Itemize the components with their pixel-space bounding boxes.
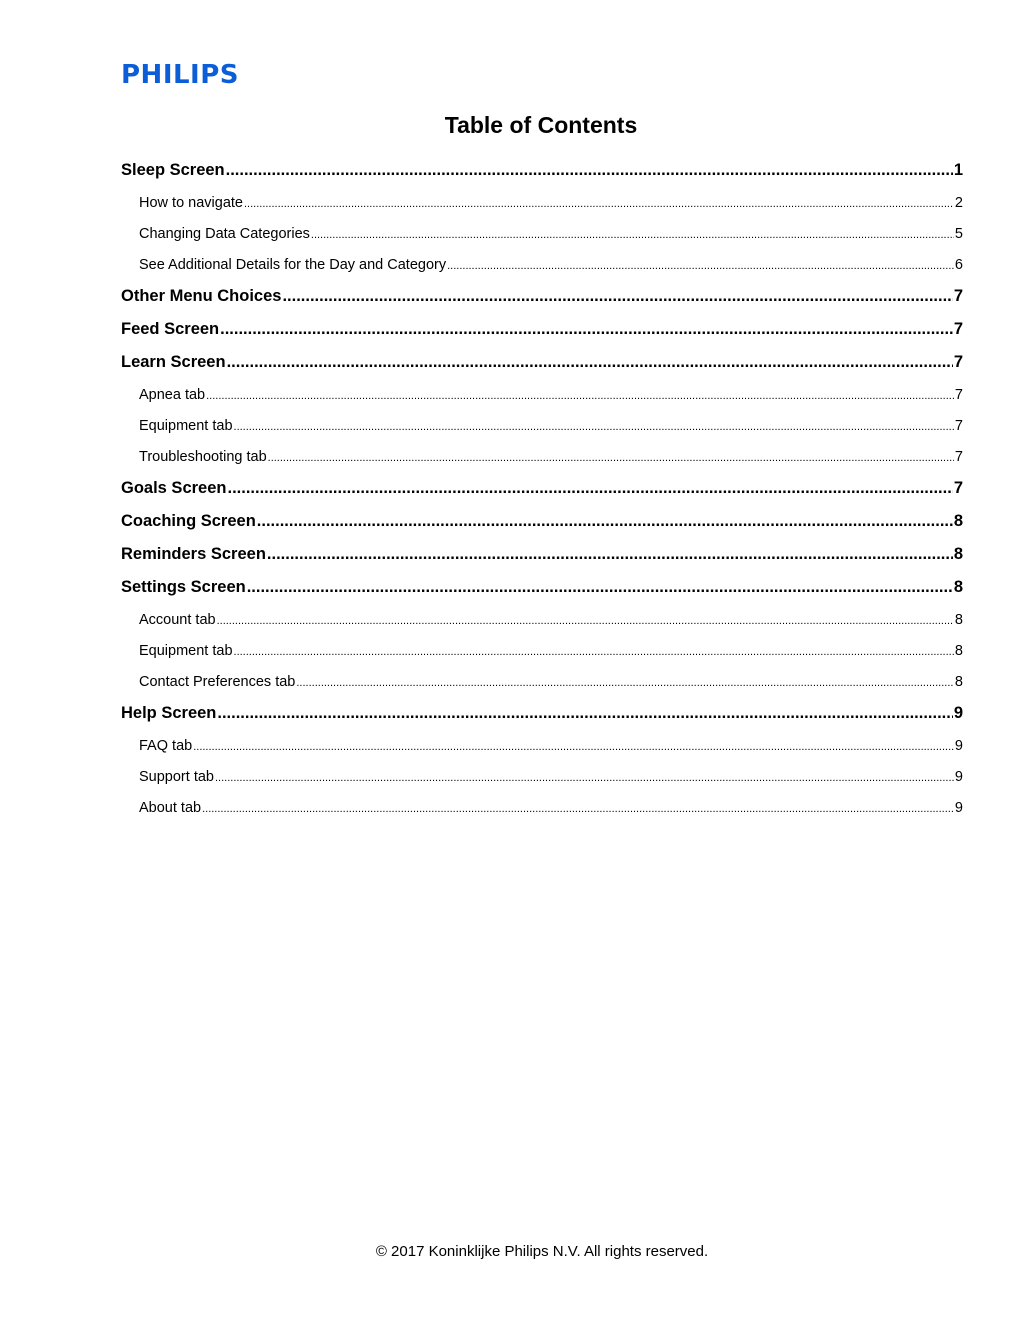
toc-page-number: 8 [953, 578, 963, 596]
toc-dot-leader [217, 698, 952, 728]
toc-page-number: 9 [954, 769, 963, 785]
toc-entry-label: Help Screen [121, 704, 217, 722]
copyright-footer: © 2017 Koninklijke Philips N.V. All rights reserved. [375, 1243, 709, 1260]
toc-dot-leader [206, 381, 954, 411]
toc-page-number: 8 [954, 674, 963, 690]
toc-entry-about-tab[interactable] [121, 793, 963, 824]
toc-dot-leader [215, 763, 954, 793]
toc-page-number: 9 [953, 704, 963, 722]
toc-dot-leader [257, 506, 953, 536]
toc-dot-leader [226, 155, 953, 185]
toc-entry-additional-details[interactable] [121, 250, 963, 281]
toc-dot-leader [234, 412, 954, 442]
toc-entry-label: FAQ tab [139, 738, 193, 754]
toc-entry-coaching-screen[interactable] [121, 506, 963, 539]
toc-entry-contact-preferences-tab[interactable] [121, 667, 963, 698]
toc-entry-troubleshooting-tab[interactable] [121, 442, 963, 473]
toc-dot-leader [220, 314, 953, 344]
toc-entry-account-tab[interactable] [121, 605, 963, 636]
toc-entry-label: Equipment tab [139, 418, 233, 434]
toc-dot-leader [217, 606, 954, 636]
toc-entry-label: Feed Screen [121, 320, 220, 338]
toc-dot-leader [311, 220, 954, 250]
toc-page-number: 9 [954, 800, 963, 816]
toc-entry-changing-data-categories[interactable] [121, 219, 963, 250]
toc-entry-other-menu-choices[interactable] [121, 281, 963, 314]
toc-entry-how-to-navigate[interactable] [121, 188, 963, 219]
toc-entry-label: About tab [139, 800, 202, 816]
toc-page-number: 7 [953, 353, 963, 371]
toc-page-number: 2 [954, 195, 963, 211]
toc-entry-label: Goals Screen [121, 479, 227, 497]
toc-entry-settings-screen[interactable] [121, 572, 963, 605]
toc-dot-leader [447, 251, 954, 281]
toc-page-number: 9 [954, 738, 963, 754]
toc-page-number: 5 [954, 226, 963, 242]
toc-page-number: 8 [953, 512, 963, 530]
toc-entry-label: Settings Screen [121, 578, 246, 596]
toc-entry-label: Learn Screen [121, 353, 226, 371]
toc-page-number: 7 [954, 387, 963, 403]
toc-entry-feed-screen[interactable] [121, 314, 963, 347]
toc-entry-reminders-screen[interactable] [121, 539, 963, 572]
toc-entry-apnea-tab[interactable] [121, 380, 963, 411]
toc-dot-leader [267, 539, 953, 569]
toc-page-number: 7 [953, 320, 963, 338]
toc-entry-label: Reminders Screen [121, 545, 266, 563]
toc-dot-leader [202, 794, 954, 824]
table-of-contents [121, 155, 963, 824]
philips-logo: PHILIPS [121, 60, 240, 90]
toc-dot-leader [227, 347, 953, 377]
toc-entry-label: Support tab [139, 769, 214, 785]
toc-entry-label: Changing Data Categories [139, 226, 310, 242]
toc-page-number: 1 [953, 161, 963, 179]
toc-page-number: 6 [954, 257, 963, 273]
toc-page-number: 8 [954, 612, 963, 628]
toc-dot-leader [244, 189, 954, 219]
toc-entry-settings-equipment-tab[interactable] [121, 636, 963, 667]
toc-dot-leader [227, 473, 952, 503]
toc-entry-learn-equipment-tab[interactable] [121, 411, 963, 442]
toc-dot-leader [247, 572, 953, 602]
toc-page-number: 8 [953, 545, 963, 563]
toc-entry-label: See Additional Details for the Day and Category [139, 257, 447, 273]
toc-entry-label: Account tab [139, 612, 216, 628]
toc-entry-label: Contact Preferences tab [139, 674, 296, 690]
toc-entry-label: Sleep Screen [121, 161, 225, 179]
toc-entry-faq-tab[interactable] [121, 731, 963, 762]
toc-dot-leader [268, 443, 954, 473]
toc-entry-label: Coaching Screen [121, 512, 256, 530]
toc-entry-label: Other Menu Choices [121, 287, 282, 305]
toc-entry-label: Equipment tab [139, 643, 233, 659]
page-title: Table of Contents [444, 112, 638, 138]
toc-entry-sleep-screen[interactable] [121, 155, 963, 188]
toc-dot-leader [234, 637, 954, 667]
toc-page-number: 7 [954, 418, 963, 434]
toc-entry-help-screen[interactable] [121, 698, 963, 731]
toc-entry-learn-screen[interactable] [121, 347, 963, 380]
toc-dot-leader [193, 732, 954, 762]
toc-page-number: 7 [953, 287, 963, 305]
toc-entry-label: Troubleshooting tab [139, 449, 267, 465]
toc-dot-leader [282, 281, 952, 311]
toc-entry-support-tab[interactable] [121, 762, 963, 793]
toc-entry-goals-screen[interactable] [121, 473, 963, 506]
toc-page-number: 8 [954, 643, 963, 659]
toc-dot-leader [296, 668, 954, 698]
toc-page-number: 7 [954, 449, 963, 465]
toc-entry-label: Apnea tab [139, 387, 206, 403]
toc-entry-label: How to navigate [139, 195, 243, 211]
toc-page-number: 7 [953, 479, 963, 497]
